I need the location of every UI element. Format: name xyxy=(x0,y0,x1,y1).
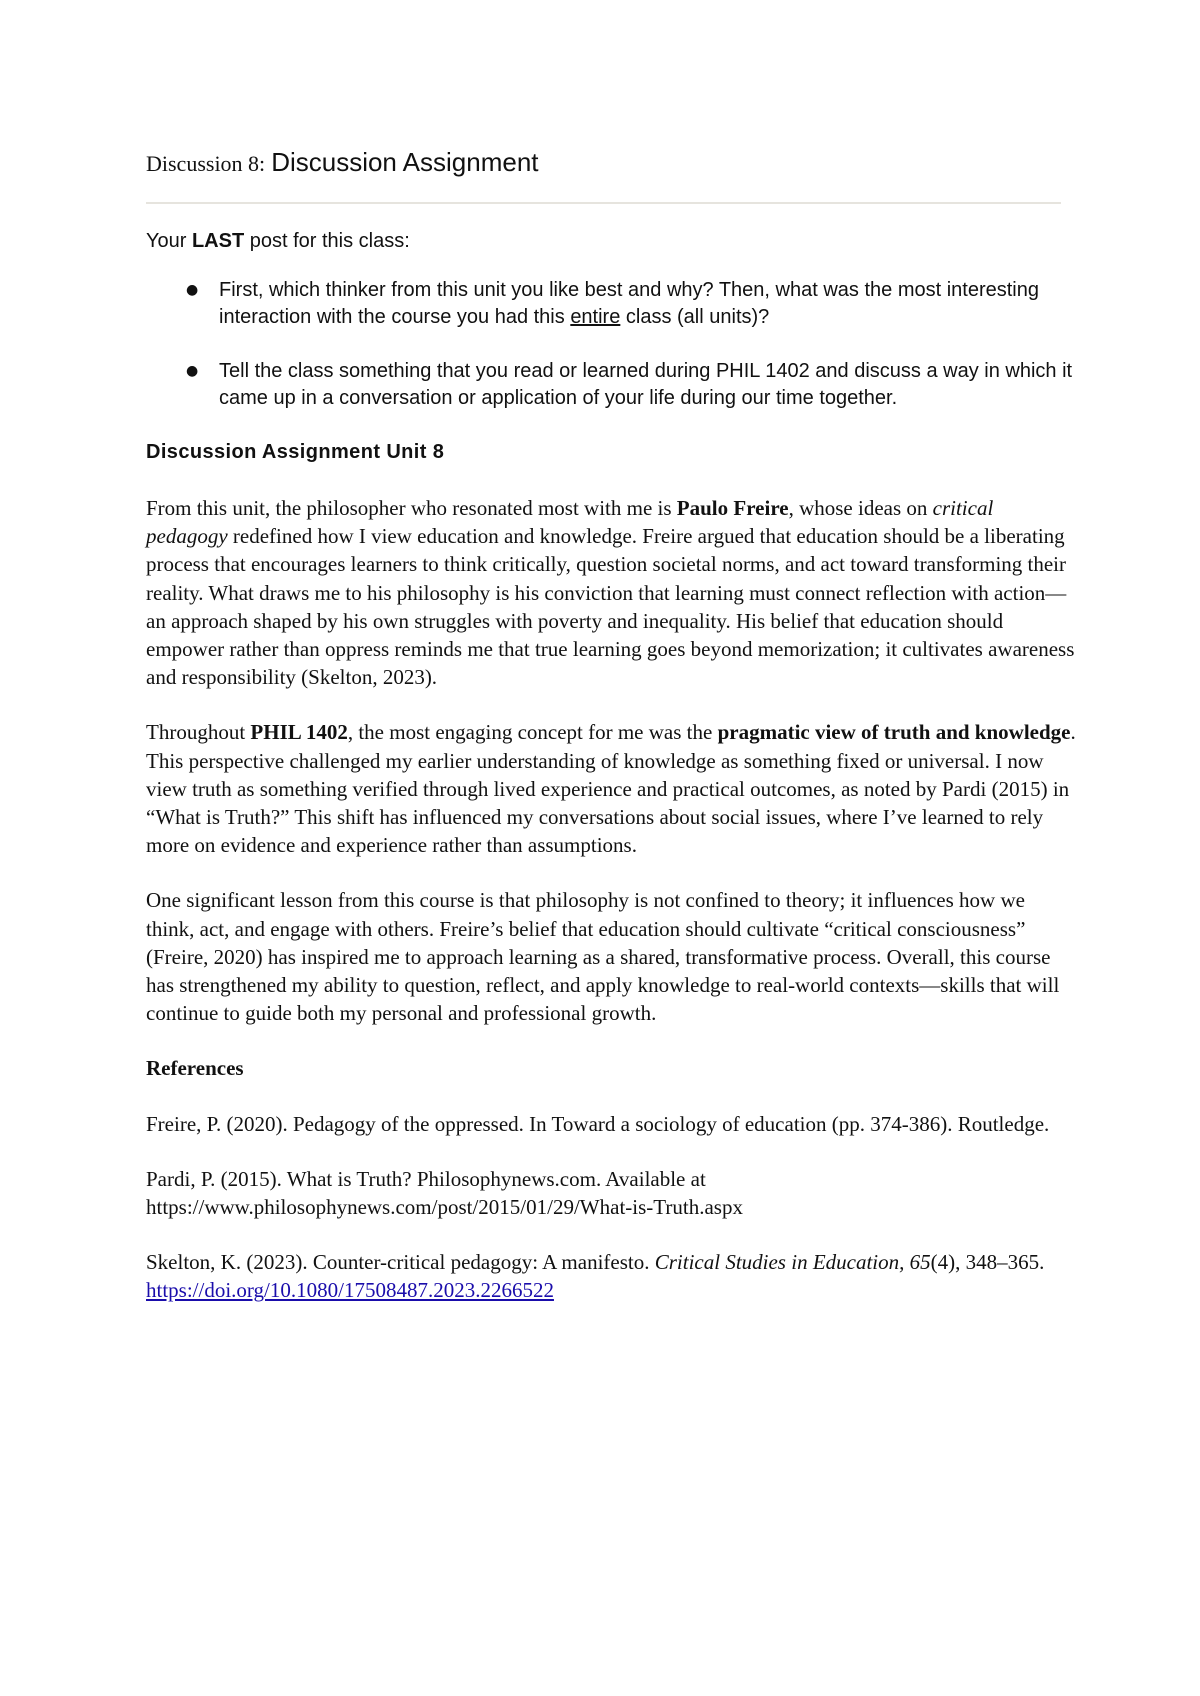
underlined-word: entire xyxy=(570,306,621,328)
reference-pardi: Pardi, P. (2015). What is Truth? Philosophynews.com. Available at https://www.philosophynews.com/post/2015/01/29/What-is-Truth.aspx xyxy=(146,1166,743,1220)
section-heading: Discussion Assignment Unit 8 xyxy=(146,441,445,463)
title-prefix: Discussion 8: xyxy=(146,151,266,176)
reference-skelton: Skelton, K. (2023). Counter-critical pedagogy: A manifesto. Critical Studies in Education, 65(4), 348–365. https://doi.org/10.1080/17508487.2023.2266522 xyxy=(146,1250,1045,1303)
intro-bold: LAST xyxy=(191,230,245,252)
intro-line: Your LAST post for this class: xyxy=(146,230,410,252)
prompt-list xyxy=(146,277,1076,412)
references-heading: References xyxy=(146,1056,244,1081)
paragraph-3: One significant lesson from this course is that philosophy is not confined to theory; it influences how we think, act, and engage with others. Freire’s belief that education should cultivate “critical consciousness” (Freire, 2020) has inspired me to approach learning as a shared, transformative process. Overall, this course has strengthened my ability to question, reflect, and apply knowledge to real-world contexts—skills that will continue to guide both my personal and professional growth. xyxy=(146,888,1060,1026)
page-title xyxy=(146,142,1200,182)
title-main: Discussion Assignment xyxy=(271,147,539,177)
paragraph-1: From this unit, the philosopher who resonated most with me is Paulo Freire, whose ideas on critical pedagogy redefined how I view education and knowledge. Freire argued that education should be a liberating process that encourages learners to think critically, question societal norms, and act toward transforming their reality. What draws me to his philosophy is his conviction that learning must connect reflection with action—an approach shaped by his own struggles with poverty and inequality. His belief that education should empower rather than oppress reminds me that true learning goes beyond memorization; it cultivates awareness and responsibility (Skelton, 2023). xyxy=(146,496,1075,690)
title-divider xyxy=(146,202,1061,204)
bullet-icon: ● xyxy=(186,363,199,379)
list-item: ● First, which thinker from this unit you like best and why? Then, what was the most interesting interaction with the course you had this entire class (all units)? xyxy=(186,279,1039,328)
doi-link[interactable]: https://doi.org/10.1080/17508487.2023.2266522 xyxy=(146,1278,554,1303)
reference-freire: Freire, P. (2020). Pedagogy of the oppressed. In Toward a sociology of education (pp. 374-386). Routledge. xyxy=(146,1111,1050,1136)
bullet-icon: ● xyxy=(186,282,199,298)
paragraph-2: Throughout PHIL 1402, the most engaging concept for me was the pragmatic view of truth and knowledge. This perspective challenged my earlier understanding of knowledge as something fixed or universal. I now view truth as something verified through lived experience and practical outcomes, as noted by Pardi (2015) in “What is Truth?” This shift has influenced my conversations about social issues, where I’ve learned to rely more on evidence and experience rather than assumptions. xyxy=(146,720,1076,858)
list-item: ● Tell the class something that you read or learned during PHIL 1402 and discuss a way in which it came up in a conversation or application of your life during our time together. xyxy=(186,360,1073,409)
